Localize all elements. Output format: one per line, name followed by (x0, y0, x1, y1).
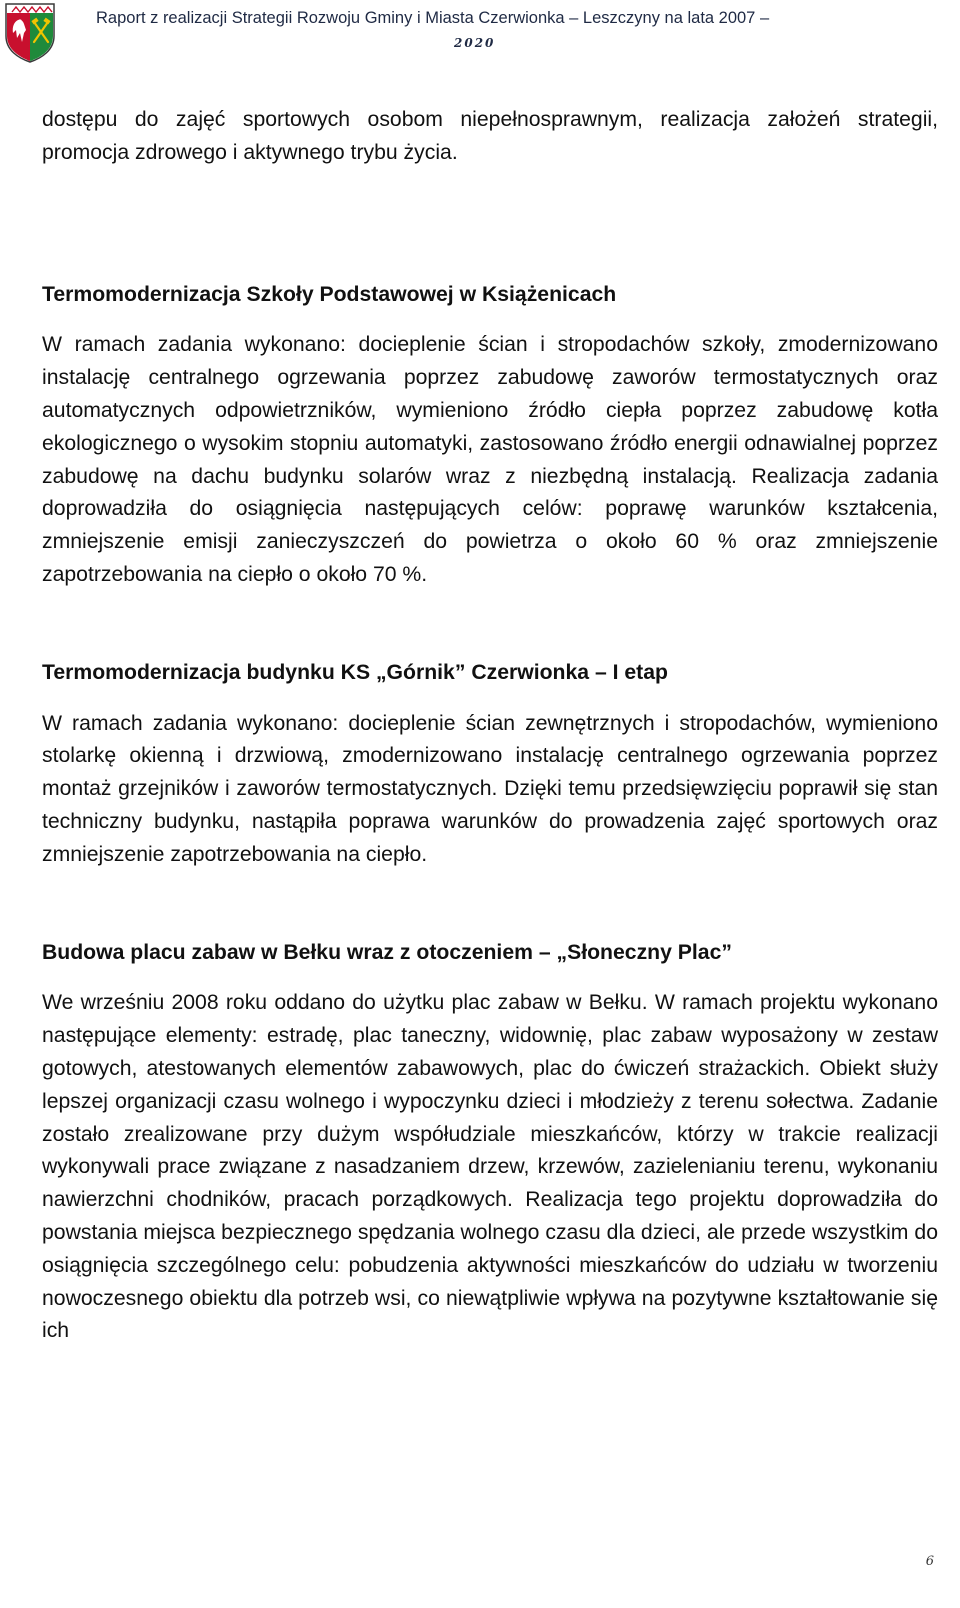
spacer (42, 170, 938, 279)
coat-of-arms-icon (4, 2, 56, 64)
section-heading: Budowa placu zabaw w Bełku wraz z otoczeniem – „Słoneczny Plac” (42, 940, 732, 964)
document-title-years: 2020 (454, 36, 496, 50)
page-header (0, 0, 960, 70)
section-ksiazenice (42, 279, 938, 592)
section-heading: Termomodernizacja budynku KS „Górnik” Czerwionka – I etap (42, 660, 668, 684)
intro-paragraph: dostępu do zajęć sportowych osobom niepełnosprawnym, realizacja założeń strategii, promocja zdrowego i aktywnego trybu życia. (42, 108, 938, 164)
document-title: Raport z realizacji Strategii Rozwoju Gminy i Miasta Czerwionka – Leszczyny na lata 2007 – (96, 9, 770, 27)
section-gornik (42, 657, 938, 872)
document-body (42, 104, 938, 1348)
section-paragraph: We wrześniu 2008 roku oddano do użytku plac zabaw w Bełku. W ramach projektu wykonano następujące elementy: estradę, plac taneczny, widownię, plac zabaw wyposażony w zestaw gotowych, atestowanych elementów zabawowych, plac do ćwiczeń strażackich. Obiekt służy lepszej organizacji czasu wolnego i wypoczynku dzieci i młodzieży z terenu sołectwa. Zadanie zostało zrealizowane przy dużym współudziale mieszkańców, którzy w trakcie realizacji wykonywali prace związane z nasadzaniem drzew, krzewów, zazielenianiu terenu, wykonaniu nawierzchni chodników, pracach porządkowych. Realizacja tego projektu doprowadziła do powstania miejsca bezpiecznego spędzania wolnego czasu dla dzieci, ale przede wszystkim do osiągnięcia szczególnego celu: pobudzenia aktywności mieszkańców do udziału w tworzeniu nowoczesnego obiektu dla potrzeb wsi, co niewątpliwie wpływa na pozytywne kształtowanie się ich (42, 991, 938, 1343)
section-heading: Termomodernizacja Szkoły Podstawowej w Książenicach (42, 282, 617, 306)
section-paragraph: W ramach zadania wykonano: docieplenie ścian zewnętrznych i stropodachów, wymieniono stolarkę okienną i drzwiową, zmodernizowano instalację centralnego ogrzewania poprzez montaż grzejników i zaworów termostatycznych. Dzięki temu przedsięwzięciu poprawił się stan techniczny budynku, nastąpiła poprawa warunków do prowadzenia zajęć sportowych oraz zmniejszenie zapotrzebowania na ciepło. (42, 711, 938, 866)
section-paragraph: W ramach zadania wykonano: docieplenie ścian i stropodachów szkoły, zmodernizowano instalację centralnego ogrzewania poprzez zabudowę zaworów termostatycznych oraz automatycznych odpowietrzników, wymieniono źródło ciepła poprzez zabudowę kotła ekologicznego o wysokim stopniu automatyki, zastosowano źródło energii odnawialnej poprzez zabudowę na dachu budynku solarów wraz z niezbędną instalacją. Realizacja zadania doprowadziła do osiągnięcia następujących celów: poprawę warunków kształcenia, zmniejszenie emisji zanieczyszczeń do powietrza o około 60 % oraz zmniejszenie zapotrzebowania na ciepło o około 70 %. (42, 333, 938, 586)
section-belk (42, 937, 938, 1349)
page-number: 6 (925, 1554, 934, 1569)
spacer (42, 592, 938, 657)
spacer (42, 872, 938, 937)
